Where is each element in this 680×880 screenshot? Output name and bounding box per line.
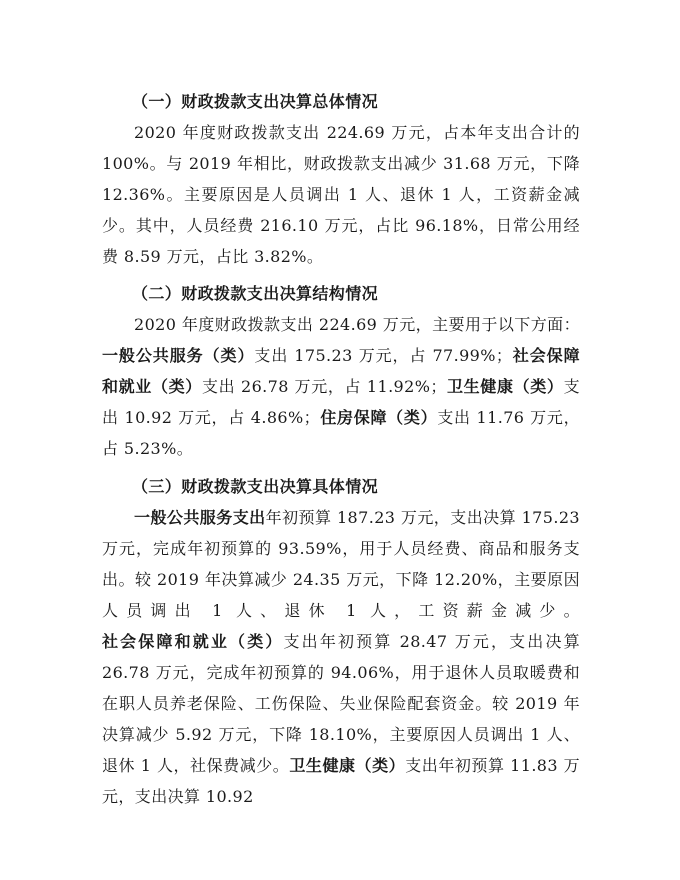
section-1-heading: （一）财政拨款支出决算总体情况 [132,92,379,111]
section-2-intro: 2020 年度财政拨款支出 224.69 万元，主要用于以下方面： [134,315,580,334]
detail-text: 支出年初预算 28.47 万元，支出决算 26.78 万元，完成年初预算的 94.06%，用于退休人员取暖费和在职人员养老保险、工伤保险、失业保险配套资金。较 2019 年决算减少 5.92 万元，下降 18.10%，主要原因人员调出 1 人、退休 1 人，社保费减少。 [102,632,580,775]
detail-label: 社会保障和就业（类） [102,632,284,651]
detail-text: 支出年初预算 11.83 万元，支出决算 10.92 [102,756,580,806]
category-text: 支出 175.23 万元，占 77.99%； [254,346,513,365]
detail-label: 卫生健康（类） [289,756,406,775]
section-1-paragraph: 2020 年度财政拨款支出 224.69 万元，占本年支出合计的 100%。与 2019 年相比，财政拨款支出减少 31.68 万元，下降 12.36%。主要原因是人员调出 1 人、退休 1 人，工资薪金减少。其中，人员经费 216.10 万元，占比 96.18%，日常公用经费 8.59 万元，占比 3.82%。 [102,123,580,266]
section-3-paragraph [102,502,580,812]
category-label: 社会保障和就业（类） [102,346,580,396]
section-2-paragraph [102,309,580,464]
category-label: 卫生健康（类） [446,377,564,396]
category-label: 一般公共服务（类） [102,346,255,365]
category-text: 支出 26.78 万元，占 11.92%； [201,377,447,396]
category-text: 支出 10.92 万元，占 4.86%； [102,377,580,427]
section-3-heading: （三）财政拨款支出决算具体情况 [132,477,379,496]
detail-label: 一般公共服务支出 [134,508,266,527]
category-text: 支出 11.76 万元，占 5.23%。 [102,408,580,458]
category-label: 住房保障（类） [320,408,438,427]
detail-text: 年初预算 187.23 万元，支出决算 175.23 万元，完成年初预算的 93.59%，用于人员经费、商品和服务支出。较 2019 年决算减少 24.35 万元，下降 12.20%，主要原因人员调出 1 人、退休 1 人，工资薪金减少。 [102,508,580,620]
section-2-heading: （二）财政拨款支出决算结构情况 [132,284,379,303]
